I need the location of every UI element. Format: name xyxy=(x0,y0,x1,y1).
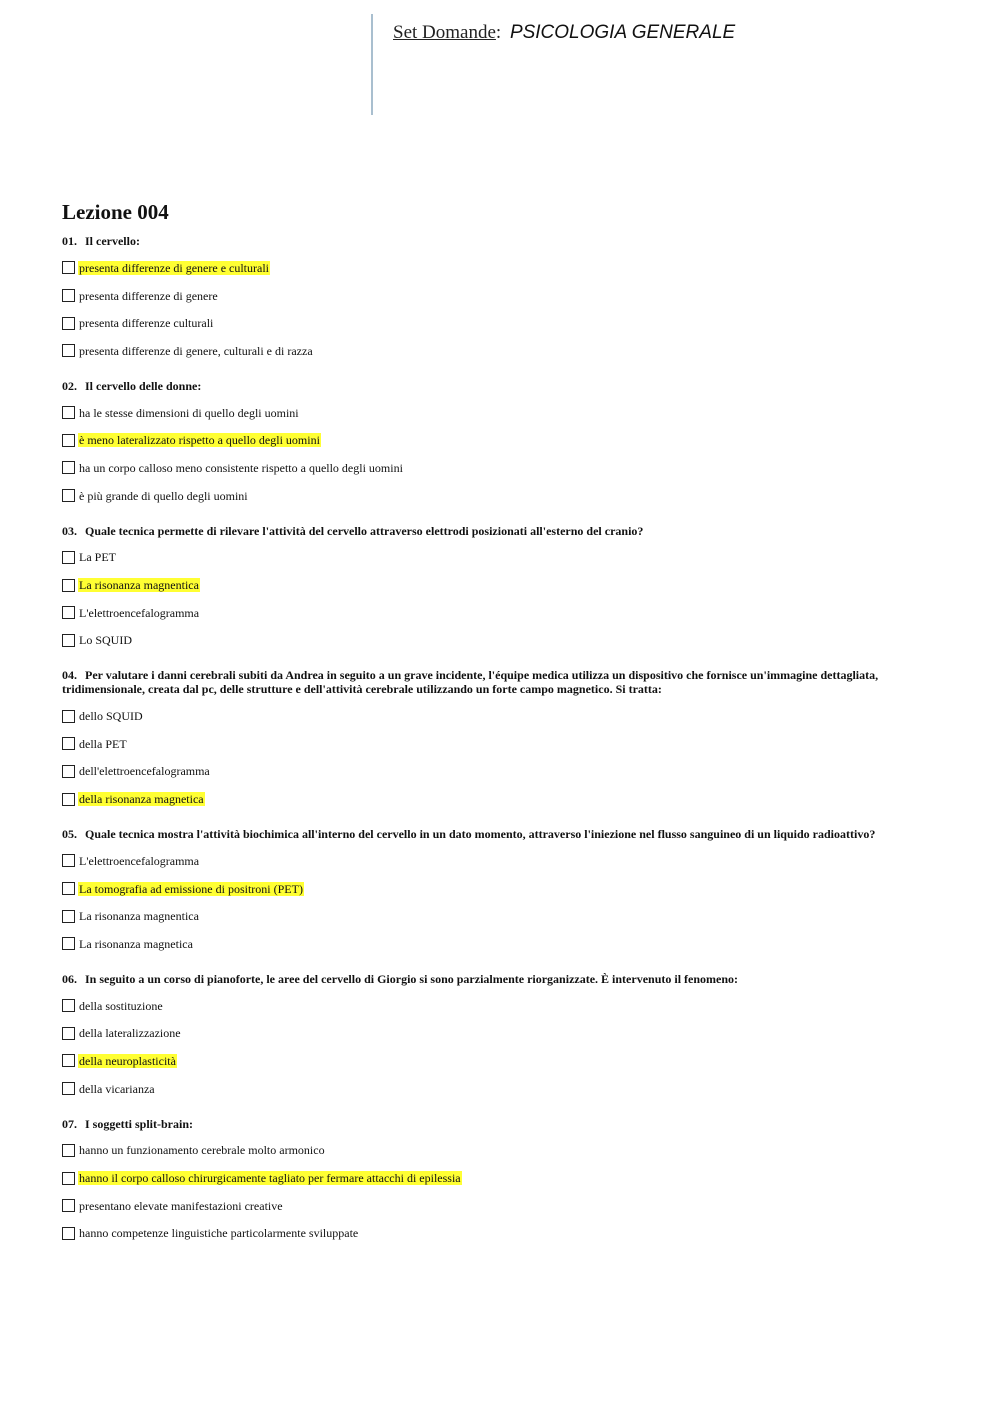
question-number: 01. xyxy=(62,234,77,248)
checkbox-icon[interactable] xyxy=(62,606,75,619)
answer-label: L'elettroencefalogramma xyxy=(79,853,200,868)
question-7 xyxy=(62,1117,942,1248)
checkbox-icon[interactable] xyxy=(62,551,75,564)
checkbox-icon[interactable] xyxy=(62,579,75,592)
answer-label: La risonanza magnentica xyxy=(79,909,199,924)
answer-option[interactable] xyxy=(62,930,942,958)
checkbox-icon[interactable] xyxy=(62,765,75,778)
answer-option[interactable] xyxy=(62,571,942,599)
answer-option[interactable] xyxy=(62,758,942,786)
question-text xyxy=(62,234,942,248)
checkbox-icon[interactable] xyxy=(62,261,75,274)
question-text xyxy=(62,668,942,696)
answer-label: La PET xyxy=(79,550,116,565)
checkbox-icon[interactable] xyxy=(62,737,75,750)
answer-option[interactable] xyxy=(62,1019,942,1047)
answer-option[interactable] xyxy=(62,1075,942,1103)
answer-label: della sostituzione xyxy=(79,998,163,1013)
answer-option[interactable] xyxy=(62,785,942,813)
answer-option[interactable] xyxy=(62,1192,942,1220)
question-1 xyxy=(62,234,942,365)
answer-option[interactable] xyxy=(62,902,942,930)
question-prompt: Il cervello delle donne: xyxy=(85,378,202,393)
checkbox-icon[interactable] xyxy=(62,1054,75,1067)
question-text xyxy=(62,827,942,841)
correct-answer-label: della risonanza magnetica xyxy=(79,792,204,807)
question-3 xyxy=(62,524,942,655)
question-prompt: Quale tecnica permette di rilevare l'attività del cervello attraverso elettrodi posizionati all'esterno del cranio? xyxy=(85,523,644,538)
checkbox-icon[interactable] xyxy=(62,489,75,502)
answer-label: ha un corpo calloso meno consistente rispetto a quello degli uomini xyxy=(79,460,403,475)
question-prompt: Il cervello: xyxy=(85,234,140,248)
checkbox-icon[interactable] xyxy=(62,634,75,647)
question-prompt: Quale tecnica mostra l'attività biochimica all'interno del cervello in un dato momento, attraverso l'iniezione nel flusso sanguineo di un liquido radioattivo? xyxy=(85,827,876,841)
question-prompt: In seguito a un corso di pianoforte, le aree del cervello di Giorgio si sono parzialmente riorganizzate. È intervenuto il fenomeno: xyxy=(85,971,739,986)
answer-option[interactable] xyxy=(62,875,942,903)
checkbox-icon[interactable] xyxy=(62,910,75,923)
answer-option[interactable] xyxy=(62,730,942,758)
question-list xyxy=(62,234,942,1261)
question-prompt: Per valutare i danni cerebrali subiti da Andrea in seguito a un grave incidente, l'équipe medica utilizza un dispositivo che fornisce un'immagine dettagliata, tridimensionale, creata dal pc, delle strutture e dell'attività cerebrale utilizzando un forte campo magnetico. Si tratta: xyxy=(62,668,879,697)
answer-label: presentano elevate manifestazioni creative xyxy=(79,1198,283,1213)
checkbox-icon[interactable] xyxy=(62,406,75,419)
correct-answer-label: La tomografia ad emissione di positroni (PET) xyxy=(79,881,303,896)
lesson-title: Lezione 004 xyxy=(62,200,169,224)
answer-option[interactable] xyxy=(62,702,942,730)
checkbox-icon[interactable] xyxy=(62,854,75,867)
answer-label: hanno un funzionamento cerebrale molto armonico xyxy=(79,1143,325,1158)
header-divider xyxy=(371,14,373,115)
checkbox-icon[interactable] xyxy=(62,1027,75,1040)
answer-label: dello SQUID xyxy=(79,709,143,724)
correct-answer-label: è meno lateralizzato rispetto a quello degli uomini xyxy=(79,433,320,448)
checkbox-icon[interactable] xyxy=(62,317,75,330)
answer-label: dell'elettroencefalogramma xyxy=(79,764,210,779)
answer-option[interactable] xyxy=(62,1137,942,1165)
question-number: 06. xyxy=(62,971,77,986)
answer-label: presenta differenze culturali xyxy=(79,316,214,331)
answer-label: è più grande di quello degli uomini xyxy=(79,488,248,503)
correct-answer-label: della neuroplasticità xyxy=(79,1053,176,1068)
checkbox-icon[interactable] xyxy=(62,434,75,447)
answer-option[interactable] xyxy=(62,1220,942,1248)
answer-option[interactable] xyxy=(62,254,942,282)
answer-option[interactable] xyxy=(62,426,942,454)
answer-label: della PET xyxy=(79,736,127,751)
answer-option[interactable] xyxy=(62,544,942,572)
answer-label: presenta differenze di genere xyxy=(79,288,218,303)
question-text xyxy=(62,972,942,986)
question-4 xyxy=(62,668,942,813)
checkbox-icon[interactable] xyxy=(62,289,75,302)
checkbox-icon[interactable] xyxy=(62,937,75,950)
header-colon: : xyxy=(495,22,502,43)
question-prompt: I soggetti split-brain: xyxy=(85,1116,193,1131)
answer-label: La risonanza magnetica xyxy=(79,936,193,951)
answer-label: presenta differenze di genere, culturali e di razza xyxy=(79,343,313,358)
answer-option[interactable] xyxy=(62,399,942,427)
question-number: 03. xyxy=(62,523,77,538)
question-5 xyxy=(62,827,942,958)
header-title xyxy=(393,22,735,44)
answer-option[interactable] xyxy=(62,599,942,627)
answer-option[interactable] xyxy=(62,482,942,510)
checkbox-icon[interactable] xyxy=(62,461,75,474)
answer-label: L'elettroencefalogramma xyxy=(79,605,200,620)
correct-answer-label: hanno il corpo calloso chirurgicamente tagliato per fermare attacchi di epilessia xyxy=(79,1171,461,1186)
checkbox-icon[interactable] xyxy=(62,999,75,1012)
answer-option[interactable] xyxy=(62,627,942,655)
question-text xyxy=(62,1117,942,1131)
checkbox-icon[interactable] xyxy=(62,710,75,723)
answer-label: della vicarianza xyxy=(79,1081,155,1096)
checkbox-icon[interactable] xyxy=(62,1172,75,1185)
answer-option[interactable] xyxy=(62,454,942,482)
question-number: 02. xyxy=(62,378,77,393)
header-label: Set Domande xyxy=(393,22,496,43)
checkbox-icon[interactable] xyxy=(62,1144,75,1157)
answer-option[interactable] xyxy=(62,847,942,875)
checkbox-icon[interactable] xyxy=(62,1227,75,1240)
question-6 xyxy=(62,972,942,1103)
answer-label: Lo SQUID xyxy=(79,633,132,648)
correct-answer-label: La risonanza magnentica xyxy=(79,578,199,593)
question-2 xyxy=(62,379,942,510)
answer-option[interactable] xyxy=(62,1047,942,1075)
answer-option[interactable] xyxy=(62,1164,942,1192)
header-subject: PSICOLOGIA GENERALE xyxy=(509,22,736,43)
answer-label: hanno competenze linguistiche particolarmente sviluppate xyxy=(79,1226,359,1241)
checkbox-icon[interactable] xyxy=(62,1082,75,1095)
correct-answer-label: presenta differenze di genere e culturali xyxy=(79,260,270,275)
answer-option[interactable] xyxy=(62,282,942,310)
checkbox-icon[interactable] xyxy=(62,882,75,895)
answer-option[interactable] xyxy=(62,309,942,337)
answer-option[interactable] xyxy=(62,337,942,365)
answer-option[interactable] xyxy=(62,992,942,1020)
question-number: 07. xyxy=(62,1116,77,1131)
checkbox-icon[interactable] xyxy=(62,1199,75,1212)
question-text xyxy=(62,379,942,393)
checkbox-icon[interactable] xyxy=(62,344,75,357)
question-number: 05. xyxy=(62,827,77,841)
question-text xyxy=(62,524,942,538)
question-number: 04. xyxy=(62,668,77,683)
answer-label: della lateralizzazione xyxy=(79,1026,181,1041)
checkbox-icon[interactable] xyxy=(62,793,75,806)
answer-label: ha le stesse dimensioni di quello degli uomini xyxy=(79,405,299,420)
